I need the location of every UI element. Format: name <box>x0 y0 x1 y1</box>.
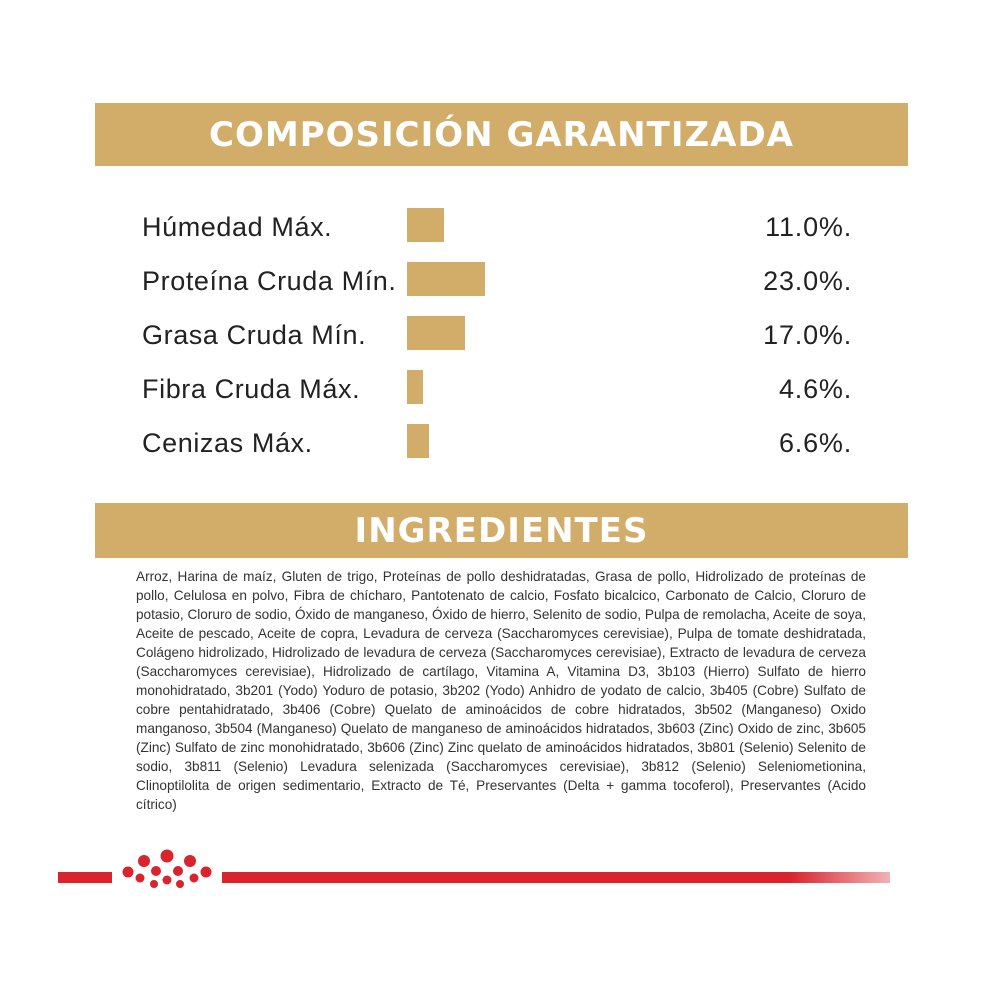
row-bar <box>407 208 444 242</box>
composition-title: COMPOSICIÓN GARANTIZADA <box>209 114 794 155</box>
composition-row-humedad <box>0 208 1000 248</box>
row-label: Proteína Cruda Mín. <box>142 266 397 296</box>
row-bar <box>407 262 485 296</box>
composition-row-proteina <box>0 262 1000 302</box>
row-bar <box>407 316 465 350</box>
row-label: Húmedad Máx. <box>142 212 333 242</box>
composition-row-cenizas <box>0 424 1000 464</box>
row-value: 23.0%. <box>763 266 852 296</box>
row-label: Grasa Cruda Mín. <box>142 320 367 350</box>
row-bar <box>407 370 423 404</box>
row-label: Cenizas Máx. <box>142 428 313 458</box>
row-value: 6.6%. <box>778 428 852 458</box>
royal-canin-crown-icon <box>114 848 220 892</box>
footer-red-line-right <box>222 872 890 883</box>
ingredients-text: Arroz, Harina de maíz, Gluten de trigo, Proteínas de pollo deshidratadas, Grasa de pollo, Hidrolizado de proteínas de pollo, Celulosa en polvo, Fibra de chícharo, Pantotenato de calcio, Fosfato bicalcico, Carbonato de Calcio, Cloruro de potasio, Cloruro de sodio, Óxido de manganeso, Óxido de hierro, Selenito de sodio, Pulpa de remolacha, Aceite de soya, Aceite de pescado, Aceite de copra, Levadura de cerveza (Saccharomyces cerevisiae), Pulpa de tomate deshidratada, Colágeno hidrolizado, Hidrolizado de levadura de cerveza (Saccharomyces cerevisiae), Extracto de levadura de cerveza (Saccharomyces cerevisiae), Hidrolizado de cartílago, Vitamina A, Vitamina D3, 3b103 (Hierro) Sulfato de hierro monohidratado, 3b201 (Yodo) Yoduro de potasio, 3b202 (Yodo) Anhidro de yodato de calcio, 3b405 (Cobre) Sulfato de cobre pentahidratado, 3b406 (Cobre) Quelato de aminoácidos de cobre hidratados, 3b502 (Manganeso) Oxido manganoso, 3b504 (Manganeso) Quelato de manganeso de aminoácidos hidratados, 3b603 (Zinc) Oxido de zinc, 3b605 (Zinc) Sulfato de zinc monohidratado, 3b606 (Zinc) Zinc quelato de aminoácidos hidratados, 3b801 (Selenio) Selenito de sodio, 3b811 (Selenio) Levadura selenizada (Saccharomyces cerevisiae), 3b812 (Selenio) Seleniometionina, Clinoptilolita de origen sedimentario, Extracto de Té, Preservantes (Delta + gamma tocoferol), Preservantes (Acido cítrico) <box>136 569 866 812</box>
row-value: 4.6%. <box>778 374 852 404</box>
footer-red-line-left <box>58 872 112 883</box>
row-bar <box>407 424 429 458</box>
row-value: 17.0%. <box>763 320 852 350</box>
composition-row-fibra <box>0 370 1000 410</box>
ingredients-title: INGREDIENTES <box>354 510 649 551</box>
composition-row-grasa <box>0 316 1000 356</box>
ingredients-banner <box>95 503 908 558</box>
row-label: Fibra Cruda Máx. <box>142 374 361 404</box>
row-value: 11.0%. <box>765 212 852 242</box>
